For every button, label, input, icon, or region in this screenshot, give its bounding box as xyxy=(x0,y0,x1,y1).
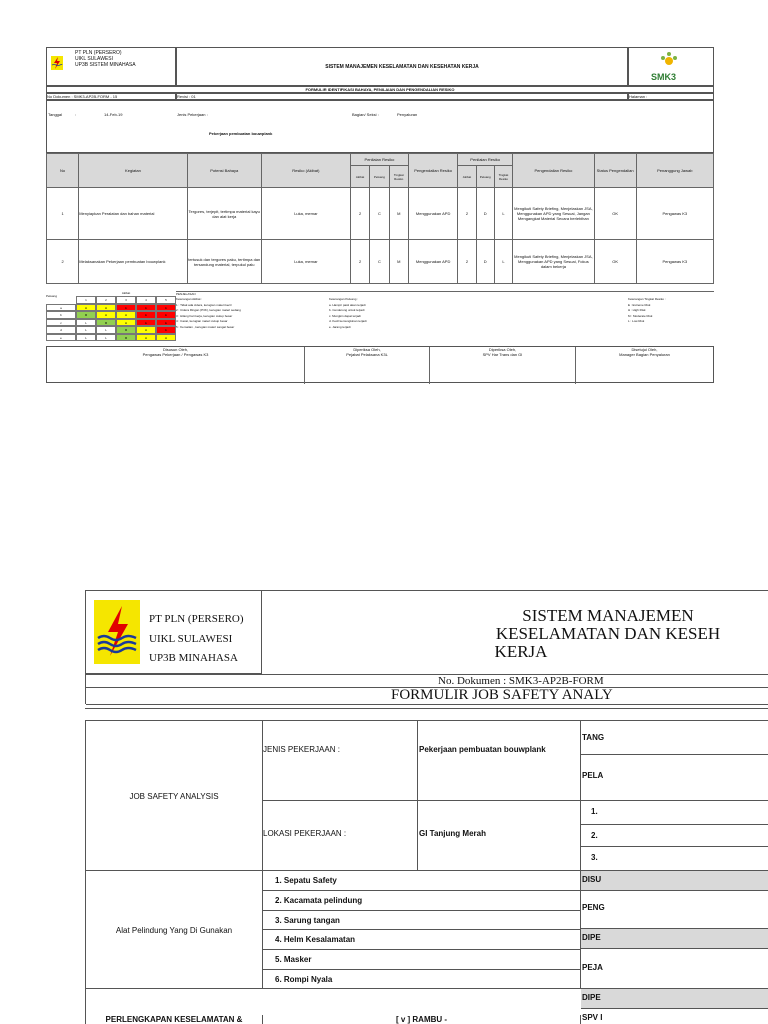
row-consequence-2: 2 xyxy=(458,188,476,240)
signature-cell xyxy=(430,347,576,384)
row-divider xyxy=(85,708,768,709)
matrix-cell: L xyxy=(76,319,96,327)
section-label: Bagian/ Seksi : xyxy=(352,112,379,117)
likelihood-legend xyxy=(329,297,393,330)
right-label-date: TANG xyxy=(581,721,768,755)
matrix-header-cell: 4 xyxy=(136,296,156,304)
matrix-cell: E xyxy=(136,319,156,327)
location-value: GI Tanjung Merah xyxy=(418,801,581,871)
right-label-executor: PELA xyxy=(581,755,768,801)
signature-name: Manager Bagian Penyaluran xyxy=(619,352,670,357)
apd-item: 2. Kacamata pelindung xyxy=(263,891,581,911)
apd-item: 1. Sepatu Safety xyxy=(263,871,581,891)
matrix-cell: H xyxy=(116,319,136,327)
matrix-cell: L xyxy=(76,334,96,342)
jsa-company-box xyxy=(85,590,262,674)
matrix-cell: E xyxy=(156,319,176,327)
section-value: Penyaluran xyxy=(397,112,418,117)
consequence-legend-item: 3 : Hilang hari kerja, kerugian cukup besar xyxy=(176,313,233,318)
right-label-checked: DIPE xyxy=(581,929,768,949)
matrix-row-label: d xyxy=(46,326,76,334)
explanation-block xyxy=(176,291,714,342)
matrix-cell: H xyxy=(96,311,116,319)
right-label-supervisor: PENG xyxy=(581,891,768,929)
row-level: M xyxy=(389,188,408,240)
smk3-logo-text: SMK3 xyxy=(651,72,677,82)
smk3-logo-box xyxy=(628,47,714,86)
row-risk: Luka, memar xyxy=(261,188,350,240)
row-control: Menggunakan APD xyxy=(408,188,457,240)
table-row xyxy=(47,188,714,240)
matrix-header-cell: 2 xyxy=(96,296,116,304)
explanation-title: PENJELASAN xyxy=(176,292,196,296)
matrix-cell: E xyxy=(136,304,156,312)
signature-role: Disetujui Oleh, xyxy=(631,347,658,352)
consequence-legend-item: 5 : Kematian , kerugian materi sangat besar xyxy=(176,324,235,329)
job-type-value: Pekerjaan pembuatan bouwplank xyxy=(418,721,581,801)
right-label-officer: PEJA xyxy=(582,963,603,972)
header-status: Status Pengendalian xyxy=(594,154,636,188)
consequence-legend-item: 4 : Cacat, kerugian materi cukup besar xyxy=(176,319,228,323)
header-consequence-2: Akibat xyxy=(458,166,476,188)
jsa-doc-rows xyxy=(85,674,768,704)
matrix-cell: M xyxy=(116,326,136,334)
risk-matrix xyxy=(46,291,176,341)
jsa-title-line-3: KERJA xyxy=(494,642,548,661)
consequence-legend-title: Keterangan Akibat : xyxy=(176,297,203,301)
row-likelihood-2: D xyxy=(476,188,494,240)
row-level: M xyxy=(389,240,408,284)
matrix-header-cell: 1 xyxy=(76,296,96,304)
row-consequence-2: 2 xyxy=(458,240,476,284)
row-consequence: 2 xyxy=(350,240,369,284)
matrix-cell: E xyxy=(136,311,156,319)
matrix-consequence-label: Akibat xyxy=(121,291,131,295)
date-label: Tanggal xyxy=(48,112,63,117)
signs-label: [ v ] RAMBU - xyxy=(263,1015,581,1024)
pln-logo-icon xyxy=(51,56,63,70)
row-activity: Melaksanakan Pekerjaan pembuatan bouwplank xyxy=(79,240,187,284)
row-control: Menggunakan APD xyxy=(408,240,457,284)
jsa-title-box xyxy=(262,590,768,674)
jsa-label: JOB SAFETY ANALYSIS xyxy=(86,721,263,871)
signature-name: Pengawas Pekerjaan / Pengawas K3 xyxy=(142,352,209,357)
matrix-cell: H xyxy=(96,304,116,312)
matrix-likelihood-label: Peluang xyxy=(46,294,58,298)
apd-item: 3. Sarung tangan xyxy=(263,911,581,930)
risk-table xyxy=(46,153,714,284)
job-type-value: Pekerjaan pembuatan bouwplank xyxy=(209,131,273,136)
matrix-cell: H xyxy=(136,334,156,342)
page-label: Halaman : xyxy=(628,93,714,100)
likelihood-legend-item: d. Kecil kemungkinan terjadi xyxy=(329,319,367,323)
row-level-2: L xyxy=(494,240,512,284)
header-no: No xyxy=(47,154,79,188)
row-control-2: Mengikuti Safety Briefing, Menjelaskan JSA, Menggunakan APD yang Sesuai, Fokus dalam bekerja xyxy=(513,240,595,284)
matrix-cell: E xyxy=(156,304,176,312)
right-label-1: 1. xyxy=(581,801,768,825)
matrix-cell: M xyxy=(76,311,96,319)
jsa-title-line-1: SISTEM MANAJEMEN xyxy=(522,606,694,625)
matrix-cell: L xyxy=(76,326,96,334)
matrix-row-label: e xyxy=(46,334,76,342)
right-label-3: 3. xyxy=(591,853,598,862)
matrix-header-cell: 3 xyxy=(116,296,136,304)
matrix-cell: M xyxy=(96,319,116,327)
system-title: SISTEM MANAJEMEN KESELAMATAN DAN KESEHATAN KERJA xyxy=(176,47,628,86)
jsa-doc-no: No. Dokumen : SMK3-AP2B-FORM xyxy=(438,675,604,687)
row-status: OK xyxy=(594,240,636,284)
likelihood-legend-item: a. Hampir pasti akan terjadi xyxy=(329,302,366,307)
row-divider xyxy=(86,704,768,705)
location-label: LOKASI PEKERJAAN : xyxy=(263,801,418,871)
matrix-cell: L xyxy=(96,326,116,334)
apd-item: 5. Masker xyxy=(263,950,581,970)
consequence-legend-item: 1 : Tidak ada cidera, kerugian materi kecil xyxy=(176,302,232,307)
jsa-company-line-3: UP3B MINAHASA xyxy=(149,652,238,664)
matrix-cell: E xyxy=(156,311,176,319)
matrix-cell: H xyxy=(156,334,176,342)
header-likelihood-2: Peluang xyxy=(476,166,494,188)
risk-level-legend xyxy=(628,297,714,325)
consequence-legend-item: 2 : Cidera Ringan (P3K), kerugian materi sedang xyxy=(176,308,241,312)
header-consequence: Akibat xyxy=(350,166,369,188)
signature-cell xyxy=(47,347,305,384)
matrix-cell: H xyxy=(76,304,96,312)
matrix-row-label: c xyxy=(46,319,76,327)
apd-list xyxy=(263,871,581,989)
company-box xyxy=(46,47,176,86)
sheet-job-safety-analysis xyxy=(85,590,768,1024)
jsa-equipment-section xyxy=(85,988,768,1024)
signature-role: Diperiksa Oleh, xyxy=(353,347,381,352)
header-risk: Resiko (Akibat) xyxy=(261,154,350,188)
right-label-spv: SPV I xyxy=(582,1013,603,1022)
row-no: 1 xyxy=(47,188,79,240)
matrix-row-label: a xyxy=(46,304,76,312)
row-no: 2 xyxy=(47,240,79,284)
jsa-company-line-1: PT PLN (PERSERO) xyxy=(149,613,244,625)
likelihood-legend-item: b. Cenderung untuk terjadi xyxy=(329,308,365,312)
risk-level-legend-item: H : High Risk xyxy=(628,308,646,312)
risk-level-legend-item: L : Low Risk xyxy=(628,319,645,323)
matrix-cell: E xyxy=(156,326,176,334)
right-label-2: 2. xyxy=(581,825,768,847)
risk-level-legend-item: E : Extreme Risk xyxy=(628,302,651,307)
signature-cell xyxy=(576,347,713,384)
doc-no: No Dokumen : SMK3-AP2B-FORM - 15 xyxy=(46,93,176,100)
risk-level-legend-item: M : Moderate Risk xyxy=(628,313,653,318)
matrix-header-cell: 5 xyxy=(156,296,176,304)
jsa-apd-section xyxy=(85,870,768,988)
consequence-legend xyxy=(176,297,328,330)
row-level-2: L xyxy=(494,188,512,240)
date-value: 14-Feb-19 xyxy=(104,112,123,117)
signature-role: Diperiksa Oleh, xyxy=(488,347,517,352)
table-row xyxy=(47,240,714,284)
equipment-label: PERLENGKAPAN KESELAMATAN & xyxy=(86,1015,263,1024)
header-control-2: Pengendalian Resiko xyxy=(513,154,595,188)
likelihood-legend-title: Keterangan Peluang : xyxy=(329,297,359,301)
right-label-checked-2: DIPE xyxy=(581,989,768,1009)
matrix-cell: H xyxy=(136,326,156,334)
job-type-label: Jenis Pekerjaan : xyxy=(177,112,208,117)
jsa-job-section xyxy=(85,720,768,870)
jsa-form-title: FORMULIR JOB SAFETY ANALY xyxy=(391,687,613,703)
revision: Revisi : 01 xyxy=(176,93,628,100)
risk-level-legend-title: Keterangan Tingkat Resiko : xyxy=(628,297,666,301)
row-hazard: tertusuk dan tergores paku, tertimpa dan tersandung material, terpukul palu xyxy=(187,240,261,284)
right-label-prepared: DISU xyxy=(581,871,768,891)
matrix-row-label: b xyxy=(46,311,76,319)
row-likelihood: C xyxy=(370,188,389,240)
jsa-company-line-2: UIKL SULAWESI xyxy=(149,633,233,645)
row-likelihood: C xyxy=(370,240,389,284)
header-assessment: Penilaian Resiko xyxy=(350,154,408,166)
matrix-cell: H xyxy=(116,311,136,319)
apd-label: Alat Pelindung Yang Di Gunakan xyxy=(86,871,263,989)
likelihood-legend-item: e. Jarang terjadi xyxy=(329,324,351,329)
row-risk: Luka, memar xyxy=(261,240,350,284)
row-pic: Pengawas K3 xyxy=(636,240,713,284)
header-assessment-2: Penilaian Resiko xyxy=(458,154,513,166)
signature-name: SPV Har Trans dan GI xyxy=(482,352,523,357)
header-control: Pengendalian Resiko xyxy=(408,154,457,188)
matrix-grid xyxy=(60,296,176,341)
matrix-cell: E xyxy=(116,304,136,312)
date-colon: : xyxy=(75,112,77,117)
row-likelihood-2: D xyxy=(476,240,494,284)
signature-block xyxy=(46,346,714,383)
apd-item: 6. Rompi Nyala xyxy=(275,975,333,984)
apd-item: 4. Helm Kesalamatan xyxy=(263,930,581,950)
pln-logo-icon xyxy=(94,600,140,664)
row-status: OK xyxy=(594,188,636,240)
row-activity: Menyiapkan Peralatan dan bahan material xyxy=(79,188,187,240)
signature-cell xyxy=(305,347,430,384)
company-line-2: UIKL SULAWESI xyxy=(75,56,113,62)
header-activity: Kegiatan xyxy=(79,154,187,188)
row-pic: Pengawas K3 xyxy=(636,188,713,240)
row-control-2: Mengikuti Safety Briefing, Menjelaskan JSA, Menggunakan APD yang Sesuai, Jangan Mengangkat Material Secara berlebihan xyxy=(513,188,595,240)
header-level: Tingkat Resiko xyxy=(389,166,408,188)
header-likelihood: Peluang xyxy=(370,166,389,188)
company-line-1: PT PLN (PERSERO) xyxy=(75,50,122,56)
job-type-label: JENIS PEKERJAAN : xyxy=(263,721,418,801)
matrix-cell: L xyxy=(96,334,116,342)
matrix-cell: M xyxy=(116,334,136,342)
info-block xyxy=(46,100,714,153)
header-pic: Penanggung Jawab xyxy=(636,154,713,188)
likelihood-legend-item: c. Mungkin dapat terjadi xyxy=(329,313,361,318)
signature-name: Pejabat Pelaksana K3L xyxy=(346,352,388,357)
header-level-2: Tingkat Resiko xyxy=(494,166,512,188)
form-title: FORMULIR IDENTIFIKASI BAHAYA, PENILAIAN DAN PENGENDALIAN RESIKO xyxy=(46,86,714,93)
signature-role: Disusun Oleh, xyxy=(162,347,189,352)
header-hazard: Potensi Bahaya xyxy=(187,154,261,188)
jsa-title-line-2: KESELAMATAN DAN KESEH xyxy=(495,624,721,643)
row-hazard: Tergores, terjepit, tertimpa material kayu dan alat kerja xyxy=(187,188,261,240)
company-line-3: UP3B SISTEM MINAHASA xyxy=(75,62,136,68)
row-consequence: 2 xyxy=(350,188,369,240)
